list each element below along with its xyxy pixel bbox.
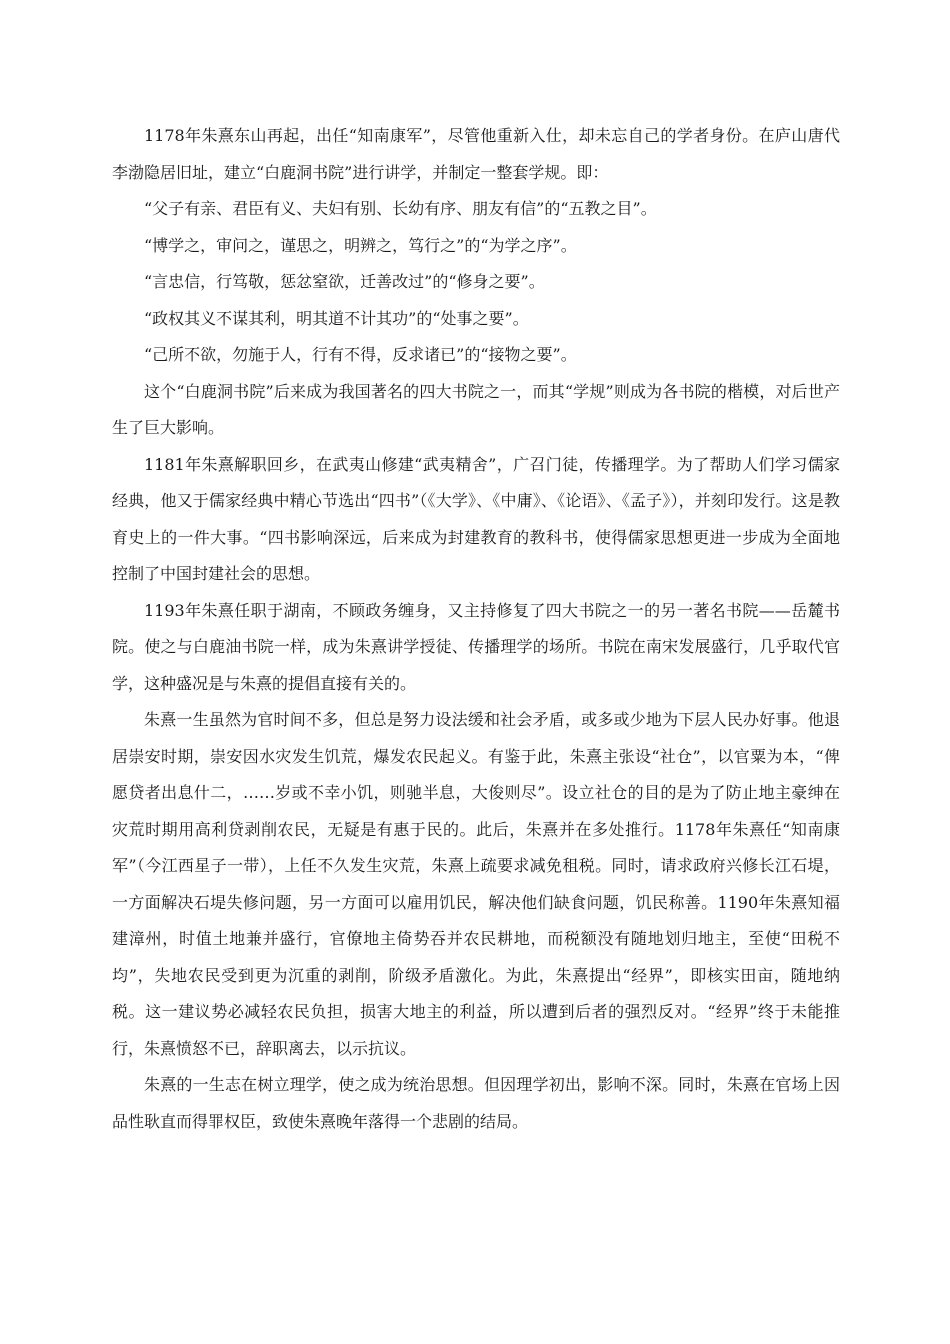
rule-five-teachings: “父子有亲、君臣有义、夫妇有别、长幼有序、朋友有信”的“五教之目”。 (144, 199, 657, 218)
paragraph-conclusion: 朱熹的一生志在树立理学，使之成为统治思想。但因理学初出，影响不深。同时，朱熹在官场上因品性耿直而得罪权臣，致使朱熹晚年落得一个悲剧的结局。 (112, 1075, 840, 1131)
rule-handling-affairs: “政权其义不谋其利，明其道不计其功”的“处事之要”。 (144, 308, 529, 328)
paragraph-bailudong-founding: 1178年朱熹东山再起，出任“知南康军”，尽管他重新入仕，却未忘自己的学者身份。在庐山唐代李渤隐居旧址，建立“白鹿洞书院”进行讲学，并制定一整套学规。即： (112, 126, 840, 182)
rule-order-of-learning: “博学之，审问之，谨思之，明辨之，笃行之”的“为学之序”。 (144, 235, 577, 255)
rule-self-cultivation: “言忠信，行笃敬，惩忿窒欲，迁善改过”的“修身之要”。 (144, 272, 545, 291)
paragraph-bailudong-influence: 这个“白鹿洞书院”后来成为我国著名的四大书院之一，而其“学规”则成为各书院的楷模，对后世产生了巨大影响。 (112, 381, 840, 437)
rule-dealing-with-others: “己所不欲，勿施于人，行有不得，反求诸已”的“接物之要”。 (144, 345, 577, 364)
paragraph-official-career: 朱熹一生虽然为官时间不多，但总是努力设法缓和社会矛盾，或多或少地为下层人民办好事。他退居崇安时期，崇安因水灾发生饥荒，爆发农民起义。有鉴于此，朱熹主张设“社仓”，以官粟为本，“俾愿贷者出息什二，……岁或不幸小饥，则驰半息，大俊则尽”。设立社仓的目的是为了防止地主豪绅在灾荒时期用高利贷剥削农民，无疑是有惠于民的。此后，朱熹并在多处推行。1178年朱熹任“知南康军”（今江西星子一带），上任不久发生灾荒，朱熹上疏要求减免租税。同时，请求政府兴修长江石堤，一方面解决石堤失修问题，另一方面可以雇用饥民，解决他们缺食问题，饥民称善。1190年朱熹知福建漳州，时值土地兼并盛行，官僚地主倚势吞并农民耕地，而税额没有随地划归地主，至使“田税不均”，失地农民受到更为沉重的剥削，阶级矛盾激化。为此，朱熹提出“经界”，即核实田亩，随地纳税。这一建议势必减轻农民负担，损害大地主的利益，所以遭到后者的强烈反对。“经界”终于未能推行，朱熹愤怒不已，辞职离去，以示抗议。 (112, 710, 840, 1058)
paragraph-yuelu-academy: 1193年朱熹任职于湖南，不顾政务缠身，又主持修复了四大书院之一的另一著名书院——岳麓书院。使之与白鹿油书院一样，成为朱熹讲学授徒、传播理学的场所。书院在南宋发展盛行，几乎取代官学，这种盛况是与朱熹的提倡直接有关的。 (112, 600, 840, 693)
paragraph-wuyi-four-books: 1181年朱熹解职回乡，在武夷山修建“武夷精舍”，广召门徒，传播理学。为了帮助人们学习儒家经典，他又于儒家经典中精心节选出“四书”（《大学》、《中庸》、《论语》、《孟子》），并刻印发行。这是教育史上的一件大事。“四书影响深远，后来成为封建教育的教科书，使得儒家思想更进一步成为全面地控制了中国封建社会的思想。 (112, 454, 840, 583)
document-body (112, 118, 840, 1140)
